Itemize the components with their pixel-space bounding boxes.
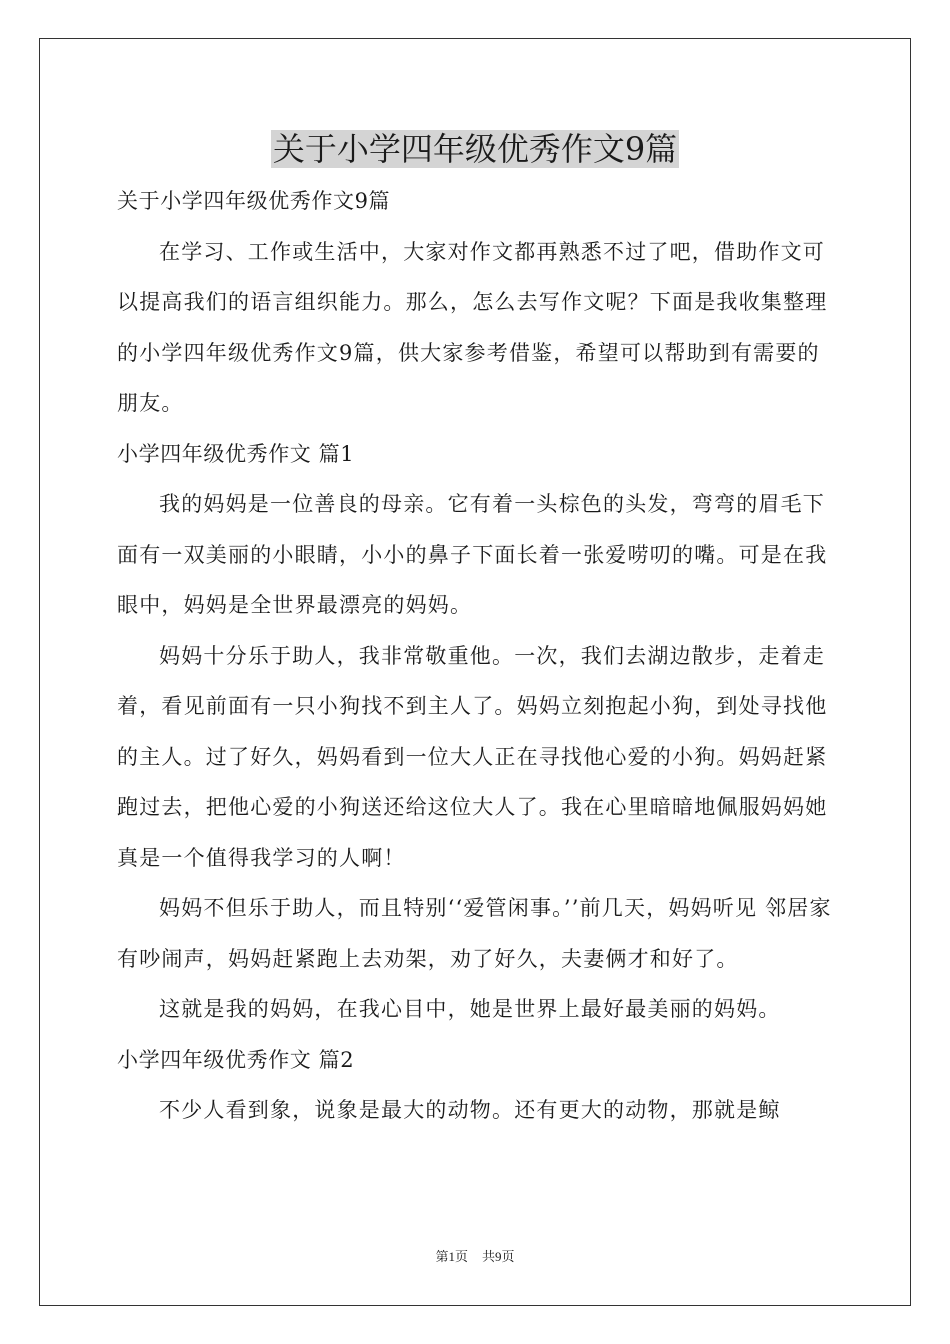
section-2-heading: 小学四年级优秀作文 篇2 — [117, 1047, 355, 1072]
section-1-paragraph-3: 妈妈不但乐于助人，而且特别‘‘爱管闲事。’’前几天，妈妈听见 邻居家有吵闹声，妈妈赶紧跑上去劝架，劝了好久，夫妻俩才和好了。 — [117, 896, 832, 971]
document-body — [117, 176, 833, 1136]
section-1-paragraph-4: 这就是我的妈妈，在我心目中，她是世界上最好最美丽的妈妈。 — [159, 997, 781, 1021]
page-number: 第1页 — [435, 1249, 468, 1264]
section-1-paragraph-1: 我的妈妈是一位善良的母亲。它有着一头棕色的头发，弯弯的眉毛下面有一双美丽的小眼睛，小小的鼻子下面长着一张爱唠叨的嘴。可是在我眼中，妈妈是全世界最漂亮的妈妈。 — [117, 492, 828, 617]
page-total: 共9页 — [482, 1249, 515, 1264]
section-1-paragraph-2: 妈妈十分乐于助人，我非常敬重他。一次，我们去湖边散步，走着走着，看见前面有一只小狗找不到主人了。妈妈立刻抱起小狗，到处寻找他的主人。过了好久，妈妈看到一位大人正在寻找他心爱的小狗。妈妈赶紧跑过去，把他心爱的小狗送还给这位大人了。我在心里暗暗地佩服妈妈她真是一个值得我学习的人啊！ — [117, 643, 828, 870]
document-title — [0, 126, 950, 172]
section-2-paragraph-1: 不少人看到象，说象是最大的动物。还有更大的动物，那就是鲸 — [159, 1098, 781, 1122]
document-subtitle: 关于小学四年级优秀作文9篇 — [117, 189, 391, 213]
page-footer — [0, 1248, 950, 1266]
section-1-heading: 小学四年级优秀作文 篇1 — [117, 441, 355, 466]
intro-paragraph: 在学习、工作或生活中，大家对作文都再熟悉不过了吧，借助作文可以提高我们的语言组织能力。那么，怎么去写作文呢？下面是我收集整理的小学四年级优秀作文9篇，供大家参考借鉴，希望可以帮助到有需要的朋友。 — [117, 239, 828, 415]
document-title-text: 关于小学四年级优秀作文9篇 — [272, 130, 678, 168]
